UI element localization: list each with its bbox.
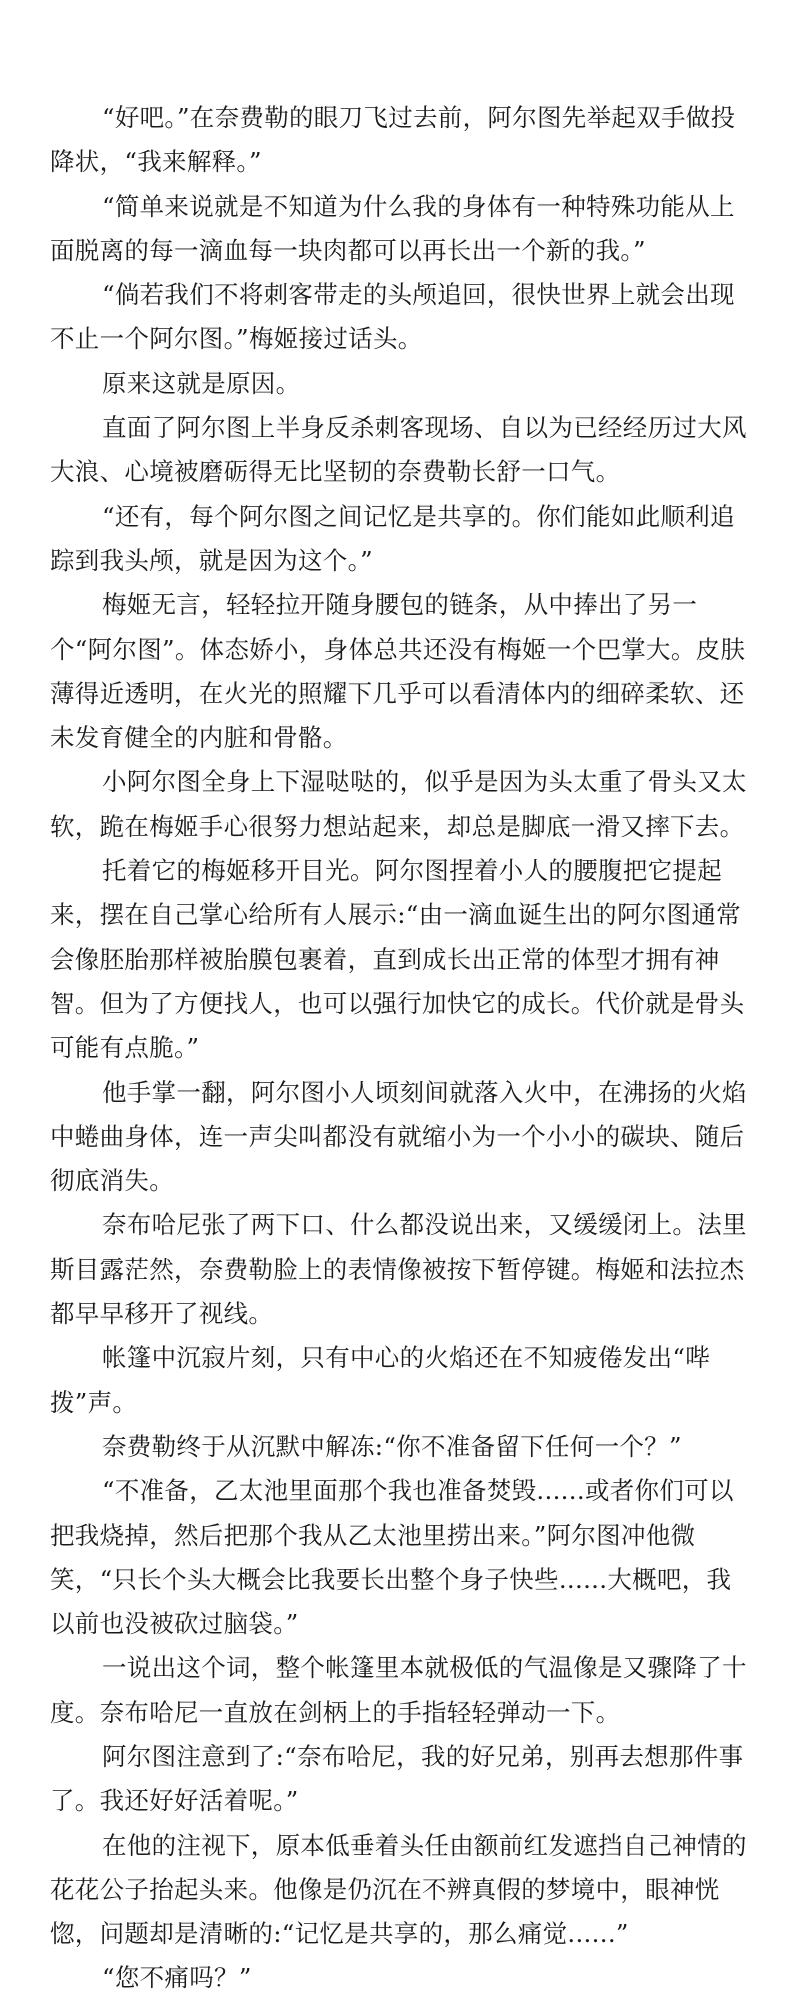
paragraph-15: 一说出这个词，整个帐篷里本就极低的气温像是又骤降了十度。奈布哈尼一直放在剑柄上的手指轻轻弹动一下。 bbox=[50, 1653, 747, 1727]
paragraph-4: 原来这就是原因。 bbox=[102, 368, 301, 398]
paragraph-14: “不准备，乙太池里面那个我也准备焚毁......或者你们可以把我烧掉，然后把那个我从乙太池里捞出来。”阿尔图冲他微笑，“只长个头大概会比我要长出整个身子快些......大概吧，我以前也没被砍过脑袋。” bbox=[50, 1476, 734, 1639]
paragraph-1: “好吧。”在奈费勒的眼刀飞过去前，阿尔图先举起双手做投降状，“我来解释。” bbox=[50, 103, 736, 177]
paragraph-13: 奈费勒终于从沉默中解冻:“你不准备留下任何一个？” bbox=[102, 1431, 682, 1461]
paragraph-3: “倘若我们不将刺客带走的头颅追回，很快世界上就会出现不止一个阿尔图。”梅姬接过话头。 bbox=[50, 280, 735, 354]
paragraph-18: “您不痛吗？” bbox=[102, 1963, 252, 1993]
paragraph-16: 阿尔图注意到了:“奈布哈尼，我的好兄弟，别再去想那件事了。我还好好活着呢。” bbox=[50, 1741, 744, 1816]
paragraph-11: 奈布哈尼张了两下口、什么都没说出来，又缓缓闭上。法里斯目露茫然，奈费勒脸上的表情像被按下暂停键。梅姬和法拉杰都早早移开了视线。 bbox=[50, 1210, 747, 1329]
paragraph-6: “还有，每个阿尔图之间记忆是共享的。你们能如此顺利追踪到我头颅，就是因为这个。” bbox=[50, 501, 735, 575]
paragraph-2: “简单来说就是不知道为什么我的身体有一种特殊功能从上面脱离的每一滴血每一块肉都可以再长出一个新的我。” bbox=[50, 191, 735, 265]
paragraph-10: 他手掌一翻，阿尔图小人顷刻间就落入火中，在沸扬的火焰中蜷曲身体，连一声尖叫都没有就缩小为一个小小的碳块、随后彻底消失。 bbox=[50, 1077, 747, 1196]
paragraph-9: 托着它的梅姬移开目光。阿尔图捏着小人的腰腹把它提起来，摆在自己掌心给所有人展示:“由一滴血诞生出的阿尔图通常会像胚胎那样被胎膜包裹着，直到成长出正常的体型才拥有神智。但为了方便找人，也可以强行加快它的成长。代价就是骨头可能有点脆。” bbox=[50, 856, 745, 1063]
paragraph-8: 小阿尔图全身上下湿哒哒的，似乎是因为头太重了骨头又太软，跪在梅姬手心很努力想站起来，却总是脚底一滑又摔下去。 bbox=[50, 767, 747, 841]
paragraph-5: 直面了阿尔图上半身反杀刺客现场、自以为已经经历过大风大浪、心境被磨砺得无比坚韧的奈费勒长舒一口气。 bbox=[50, 413, 747, 487]
paragraph-12: 帐篷中沉寂片刻，只有中心的火焰还在不知疲倦发出“哔拨”声。 bbox=[50, 1343, 711, 1417]
paragraph-17: 在他的注视下，原本低垂着头任由额前红发遮挡自己神情的花花公子抬起头来。他像是仍沉在不辨真假的梦境中，眼神恍惚，问题却是清晰的:“记忆是共享的，那么痛觉......” bbox=[50, 1830, 747, 1949]
paragraph-7: 梅姬无言，轻轻拉开随身腰包的链条，从中捧出了另一个“阿尔图”。体态娇小，身体总共还没有梅姬一个巴掌大。皮肤薄得近透明，在火光的照耀下几乎可以看清体内的细碎柔软、还未发育健全的内脏和骨骼。 bbox=[50, 590, 746, 753]
